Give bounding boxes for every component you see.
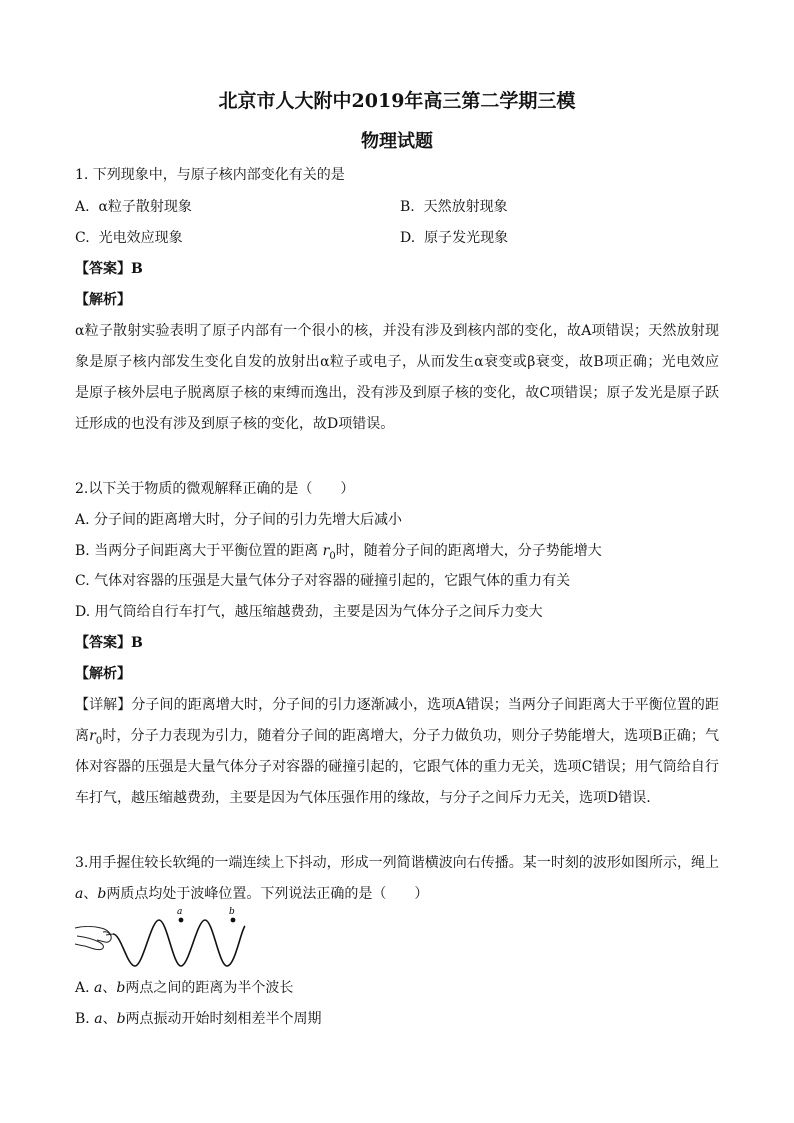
q1-analysis-line-1: α粒子散射实验表明了原子内部有一个很小的核，并没有涉及到核内部的变化，故A项错误；天然放射现: [75, 323, 719, 339]
q2-detail-line-4: 车打气，越压缩越费劲，主要是因为气体压强作用的缘故，与分子之间斥力无关，选项D错误.: [75, 790, 651, 806]
q2-option-b-tail: 时，随着分子间的距离增大，分子势能增大: [335, 543, 602, 559]
q1-analysis-line-2: 象是原子核内部发生变化自发的放射出α粒子或电子，从而发生α衰变或β衰变，故B项正确；光电效应: [75, 354, 719, 370]
q3-sep: 、: [83, 886, 98, 902]
hand-icon: [75, 927, 113, 950]
q3-label-a: a: [75, 886, 84, 902]
q1-option-b-letter: B.: [400, 199, 415, 215]
q2-option-c: C. 气体对容器的压强是大量气体分子对容器的碰撞引起的，它跟气体的重力有关: [75, 573, 571, 589]
q1-analysis-label: 【解析】: [75, 292, 131, 308]
q3-option-a: [75, 979, 293, 997]
q3-label-b: b: [97, 886, 107, 902]
q2-detail-line-2-prefix: 离: [75, 728, 90, 744]
q1-option-c-text: 光电效应现象: [98, 230, 183, 246]
q2-option-d: D. 用气筒给自行车打气，越压缩越费劲，主要是因为气体分子之间斥力变大: [75, 604, 543, 620]
q1-option-c-letter: C.: [75, 230, 90, 246]
q3-option-a-sep: 、: [102, 980, 117, 996]
document-title: 北京市人大附中2019年高三第二学期三模: [218, 90, 576, 112]
q2-option-a: A. 分子间的距离增大时，分子间的引力先增大后减小: [75, 512, 403, 528]
q1-analysis-line-3: 是原子核外层电子脱离原子核的束缚而逸出，没有涉及到原子核的变化，故C项错误；原子发光是原子跃: [75, 385, 719, 401]
q1-option-a: [75, 198, 192, 216]
q2-detail-line-2: [75, 727, 719, 751]
q1-answer: 【答案】B: [75, 261, 143, 277]
q1-option-b-text: 天然放射现象: [423, 199, 508, 215]
q3-option-b-a: a: [94, 1011, 103, 1027]
document-subtitle: 物理试题: [361, 131, 433, 152]
q1-stem: 1. 下列现象中，与原子核内部变化有关的是: [75, 167, 345, 183]
q3-option-a-prefix: A.: [75, 980, 90, 996]
q3-option-b-prefix: B.: [75, 1011, 90, 1027]
q3-option-b: [75, 1010, 322, 1028]
r0-subscript: 0: [329, 550, 336, 562]
q1-analysis-line-4: 迁形成的也没有涉及到原子核的变化，故D项错误。: [75, 416, 395, 432]
r0-subscript-2: 0: [95, 735, 103, 747]
point-a-label: a: [177, 907, 183, 917]
r0-symbol: r: [322, 543, 330, 559]
point-b-label: b: [229, 907, 235, 917]
q3-option-b-text: 两点振动开始时刻相差半个周期: [125, 1011, 322, 1027]
q1-option-a-text: α粒子散射现象: [98, 199, 192, 215]
q2-detail-line-3: 体对容器的压强是大量气体分子对容器的碰撞引起的，它跟气体的重力无关，选项C错误；用气筒给自行: [75, 759, 719, 775]
q1-option-d-text: 原子发光现象: [424, 230, 509, 246]
q2-detail-line-1: 【详解】分子间的距离增大时，分子间的引力逐渐减小，选项A错误；当两分子间距离大于平衡位置的距: [75, 697, 719, 713]
q3-option-a-b: b: [116, 980, 126, 996]
q1-option-b: [400, 198, 508, 216]
q2-option-b: [75, 542, 602, 566]
q3-stem-line-1: 3.用手握住较长软绳的一端连续上下抖动，形成一列简谐横波向右传播。某一时刻的波形如图所示，绳上: [75, 855, 719, 871]
q1-option-d: [400, 229, 508, 247]
q3-stem-rest: 两质点均处于波峰位置。下列说法正确的是（ ）: [106, 886, 429, 902]
q2-answer: 【答案】B: [75, 635, 143, 651]
q1-option-d-letter: D.: [400, 230, 416, 246]
point-a: [179, 918, 184, 923]
point-b: [231, 918, 236, 923]
wave-figure: [73, 906, 248, 976]
q1-option-c: [75, 229, 183, 247]
q1-option-a-letter: A.: [75, 199, 90, 215]
q2-option-b-text: B. 当两分子间距离大于平衡位置的距离: [75, 543, 319, 559]
q2-detail-line-2-text: 时，分子力表现为引力，随着分子间的距离增大，分子力做负功，则分子势能增大，选项B正确；气: [102, 728, 719, 744]
q2-stem: 2.以下关于物质的微观解释正确的是（ ）: [75, 481, 355, 497]
q3-option-b-sep: 、: [102, 1011, 117, 1027]
q3-option-a-text: 两点之间的距离为半个波长: [125, 980, 294, 996]
q3-stem-line-2: [75, 885, 428, 903]
q3-option-a-a: a: [94, 980, 103, 996]
r0-symbol-2: r: [89, 728, 96, 744]
wave-curve: [113, 920, 245, 966]
q2-analysis-label: 【解析】: [75, 666, 131, 682]
q3-option-b-b: b: [116, 1011, 126, 1027]
